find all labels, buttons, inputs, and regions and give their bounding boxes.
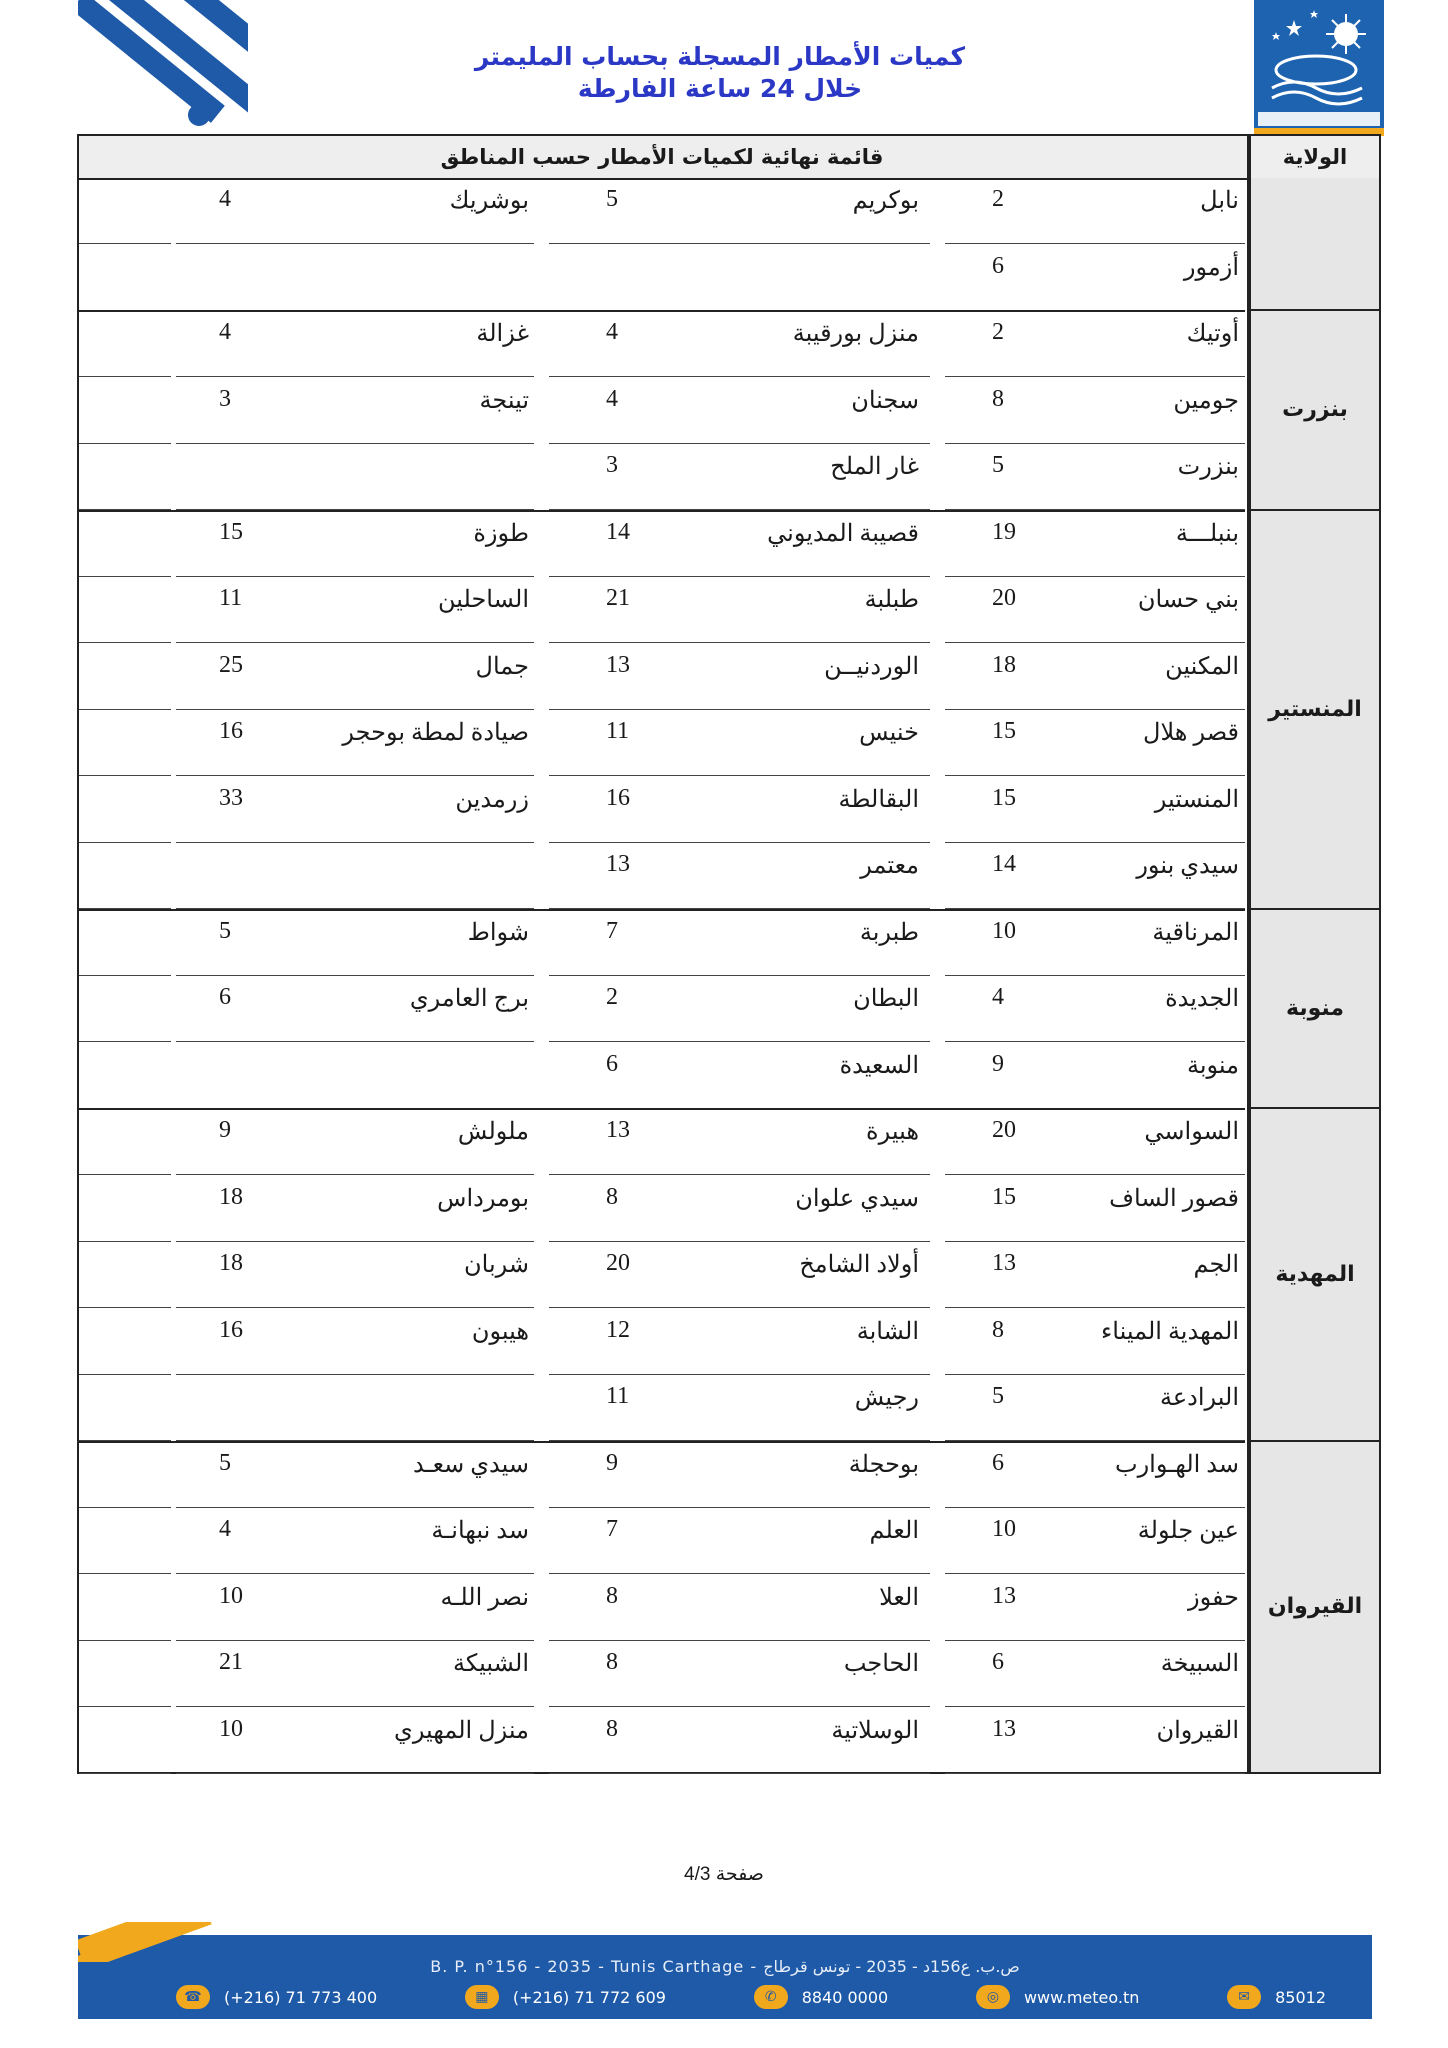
rainfall-value: 16 (606, 784, 630, 811)
station-name: منزل بورقيبة (792, 321, 919, 347)
station-name: بني حسان (1137, 587, 1239, 613)
station-name: بنبلـــة (1175, 520, 1239, 547)
rainfall-value: 4 (219, 1516, 231, 1542)
rainfall-value: 9 (992, 1050, 1004, 1077)
station-name: بوكريم (852, 188, 919, 214)
footer-website[interactable] (976, 1985, 1139, 2009)
station-name: المكنين (1165, 653, 1239, 680)
station-name: البرادعة (1159, 1385, 1239, 1411)
website-link[interactable]: www.meteo.tn (1023, 1987, 1140, 2007)
table-main-header: قائمة نهائية لكميات الأمطار حسب المناطق (440, 145, 884, 169)
station-name: السعيدة (839, 1052, 919, 1079)
station-name: سيدي بنور (1136, 853, 1239, 879)
table-row (79, 1176, 1245, 1242)
rainfall-value: 20 (992, 585, 1016, 611)
station-name: الشابة (856, 1318, 919, 1345)
governorate-cell (1251, 178, 1379, 311)
table-row (79, 1641, 1245, 1707)
station-name: أوتيك (1186, 321, 1239, 347)
station-name: تينجة (479, 387, 529, 414)
station-name: جمال (475, 653, 529, 680)
rainfall-value: 2 (606, 984, 618, 1010)
rainfall-value: 6 (992, 1649, 1004, 1675)
rainfall-value: 10 (219, 1715, 243, 1742)
station-name: الجديدة (1165, 986, 1239, 1012)
rainfall-value: 13 (992, 1715, 1016, 1742)
station-name: البطان (853, 986, 919, 1012)
rainfall-value: 25 (219, 651, 243, 678)
table-row (79, 1109, 1245, 1175)
rainfall-value: 2 (992, 319, 1004, 345)
station-name: العلا (879, 1584, 919, 1611)
station-name: غار الملح (830, 454, 919, 480)
rainfall-value: 10 (992, 917, 1016, 944)
station-name: قصور الساف (1109, 1185, 1239, 1212)
station-name: نصر اللـه (440, 1584, 529, 1611)
station-name: السواسي (1144, 1119, 1239, 1145)
station-name: الساحلين (438, 587, 529, 613)
rainfall-value: 8 (992, 385, 1004, 412)
table-row (79, 444, 1245, 510)
table-header (79, 136, 1379, 180)
station-name: غزالة (476, 321, 529, 347)
rainfall-value: 4 (606, 319, 618, 345)
rainfall-value: 4 (992, 984, 1004, 1010)
station-name: حفوز (1188, 1584, 1239, 1611)
table-row (79, 710, 1245, 776)
hotline-number: 8840 0000 (801, 1987, 889, 2007)
rainfall-value: 8 (606, 1715, 618, 1742)
rainfall-value: 4 (219, 186, 231, 212)
rainfall-value: 16 (219, 1316, 243, 1343)
table-row (79, 245, 1245, 311)
rainfall-value: 21 (219, 1649, 243, 1675)
station-name: زرمدين (455, 786, 529, 813)
rainfall-value: 18 (992, 651, 1016, 678)
station-name: القيروان (1156, 1717, 1239, 1744)
rainfall-value: 6 (606, 1050, 618, 1077)
table-row (79, 1242, 1245, 1308)
rainfall-value: 2 (992, 186, 1004, 212)
station-name: الحاجب (843, 1651, 919, 1677)
sms-icon: ✉ (1227, 1985, 1261, 2009)
rainfall-value: 10 (992, 1516, 1016, 1542)
table-row (79, 1309, 1245, 1375)
rainfall-value: 3 (219, 385, 231, 412)
governorate-cell: بنزرت (1251, 311, 1379, 511)
rainfall-value: 14 (992, 851, 1016, 877)
document-title: كميات الأمطار المسجلة بحساب المليمتر (474, 42, 966, 71)
rainfall-value: 5 (219, 917, 231, 944)
station-name: قصر هلال (1143, 720, 1239, 746)
rainfall-value: 13 (606, 651, 630, 678)
station-name: طبربة (859, 919, 919, 946)
station-name: السبيخة (1160, 1651, 1239, 1677)
footer-fax (176, 1985, 377, 2009)
page-number: صفحة 4/3 (684, 1864, 764, 1885)
governorate-cell: منوبة (1251, 910, 1379, 1110)
station-name: معتمر (860, 853, 919, 879)
station-name: شربان (464, 1252, 529, 1278)
rainfall-value: 6 (992, 252, 1004, 279)
station-name: شواط (467, 919, 529, 946)
rainfall-value: 5 (219, 1449, 231, 1476)
rainfall-value: 15 (992, 718, 1016, 744)
phone-handset-icon: ✆ (754, 1985, 788, 2009)
rainfall-value: 20 (606, 1250, 630, 1276)
table-row (79, 511, 1245, 577)
table-row (79, 777, 1245, 843)
footer-sms (1227, 1985, 1326, 2009)
footer-hotline (754, 1985, 889, 2009)
rainfall-value: 14 (606, 518, 630, 545)
table-row (79, 910, 1245, 976)
rainfall-value: 7 (606, 1516, 618, 1542)
rainfall-value: 18 (219, 1250, 243, 1276)
rainfall-value: 11 (606, 1383, 630, 1409)
station-name: الجم (1193, 1252, 1239, 1278)
rainfall-value: 8 (606, 1582, 618, 1609)
fax-icon: ☎ (176, 1985, 210, 2009)
table-row (79, 378, 1245, 444)
station-name: خنيس (859, 720, 919, 746)
governorate-cell: القيروان (1251, 1442, 1379, 1775)
globe-icon: ◎ (976, 1985, 1010, 2009)
rainfall-value: 15 (219, 518, 243, 545)
table-row (79, 1043, 1245, 1109)
station-name: هبيرة (866, 1119, 919, 1145)
table-row (79, 1442, 1245, 1508)
rainfall-value: 20 (992, 1117, 1016, 1143)
station-name: بوحجلة (848, 1451, 919, 1478)
station-name: بومرداس (437, 1185, 529, 1212)
station-name: قصيبة المديوني (767, 520, 919, 547)
table-row (79, 577, 1245, 643)
rainfall-value: 19 (992, 518, 1016, 545)
station-name: سجنان (851, 387, 919, 414)
header-stripes-decoration (78, 0, 248, 140)
table-row (79, 644, 1245, 710)
rainfall-value: 10 (219, 1582, 243, 1609)
governorate-cell: المنستير (1251, 511, 1379, 910)
fax-number: (+216) 71 773 400 (224, 1987, 378, 2007)
phone-grid-icon: ▦ (465, 1985, 499, 2009)
station-name: طبلبة (864, 587, 919, 613)
station-name: الشبيكة (453, 1651, 529, 1677)
footer-address: B. P. n°156 - 2035 - Tunis Carthage - ص.ب. ع156د - 2035 - تونس قرطاج (430, 1957, 1020, 1976)
institute-logo (1254, 0, 1384, 136)
station-name: الوسلاتية (831, 1717, 919, 1744)
rainfall-value: 8 (992, 1316, 1004, 1343)
governorate-cell: المهدية (1251, 1109, 1379, 1442)
rainfall-value: 5 (992, 1383, 1004, 1409)
phone-number: (+216) 71 772 609 (512, 1987, 666, 2007)
rainfall-value: 6 (219, 984, 231, 1010)
station-name: صيادة لمطة بوحجر (342, 720, 529, 746)
rainfall-value: 12 (606, 1316, 630, 1343)
rainfall-value: 5 (606, 186, 618, 212)
station-name: عين جلولة (1137, 1518, 1239, 1544)
footer-contacts (176, 1983, 1326, 2011)
table-row (79, 1708, 1245, 1774)
station-name: جومين (1173, 387, 1239, 414)
station-name: منزل المهيري (394, 1717, 529, 1744)
station-name: البقالطة (838, 786, 919, 813)
station-name: سد الهـوارب (1114, 1451, 1239, 1478)
station-name: رجيش (854, 1385, 919, 1411)
station-name: سيدي علوان (795, 1185, 919, 1212)
rainfall-value: 3 (606, 452, 618, 478)
rainfall-value: 15 (992, 784, 1016, 811)
rainfall-value: 13 (606, 851, 630, 877)
rainfall-table (77, 134, 1381, 1774)
sms-number: 85012 (1275, 1987, 1326, 2007)
table-governorate-header: الولاية (1247, 136, 1379, 178)
table-row (79, 1575, 1245, 1641)
station-name: هيبون (471, 1318, 529, 1345)
rainfall-value: 4 (219, 319, 231, 345)
station-name: سيدي سعـد (412, 1451, 529, 1478)
rainfall-value: 5 (992, 452, 1004, 478)
rainfall-value: 8 (606, 1649, 618, 1675)
station-name: برج العامري (409, 986, 529, 1012)
station-name: ملولش (457, 1119, 529, 1145)
table-row (79, 178, 1245, 244)
station-name: الوردنيــن (824, 653, 919, 680)
document-subtitle: خلال 24 ساعة الفارطة (577, 74, 863, 103)
station-name: طوزة (473, 520, 529, 547)
rainfall-value: 16 (219, 718, 243, 744)
rainfall-value: 11 (606, 718, 630, 744)
rainfall-value: 18 (219, 1183, 243, 1210)
rainfall-value: 13 (606, 1117, 630, 1143)
rainfall-value: 4 (606, 385, 618, 412)
rainfall-value: 6 (992, 1449, 1004, 1476)
rainfall-value: 9 (219, 1117, 231, 1143)
station-name: بنزرت (1177, 454, 1239, 480)
station-name: سد نبهانـة (431, 1518, 529, 1544)
station-name: المرناقية (1152, 919, 1239, 946)
station-name: أولاد الشامخ (799, 1252, 919, 1278)
rainfall-value: 13 (992, 1582, 1016, 1609)
rainfall-value: 9 (606, 1449, 618, 1476)
station-name: نابل (1200, 188, 1239, 214)
table-row (79, 311, 1245, 377)
station-name: أزمور (1183, 254, 1239, 281)
rainfall-value: 7 (606, 917, 618, 944)
rainfall-value: 13 (992, 1250, 1016, 1276)
governorate-column (1247, 178, 1379, 1774)
rainfall-value: 11 (219, 585, 243, 611)
footer-accent-decoration (78, 1922, 218, 1962)
rainfall-value: 33 (219, 784, 243, 811)
rainfall-value: 8 (606, 1183, 618, 1210)
table-row (79, 843, 1245, 909)
station-name: المهدية الميناء (1101, 1318, 1239, 1345)
station-name: منوبة (1186, 1052, 1239, 1079)
table-row (79, 1375, 1245, 1441)
station-name: بوشريك (449, 188, 529, 214)
footer-phone (465, 1985, 666, 2009)
table-row (79, 976, 1245, 1042)
rainfall-value: 15 (992, 1183, 1016, 1210)
rainfall-value: 21 (606, 585, 630, 611)
station-name: العلم (869, 1518, 919, 1544)
table-row (79, 1508, 1245, 1574)
station-name: المنستير (1154, 786, 1239, 813)
